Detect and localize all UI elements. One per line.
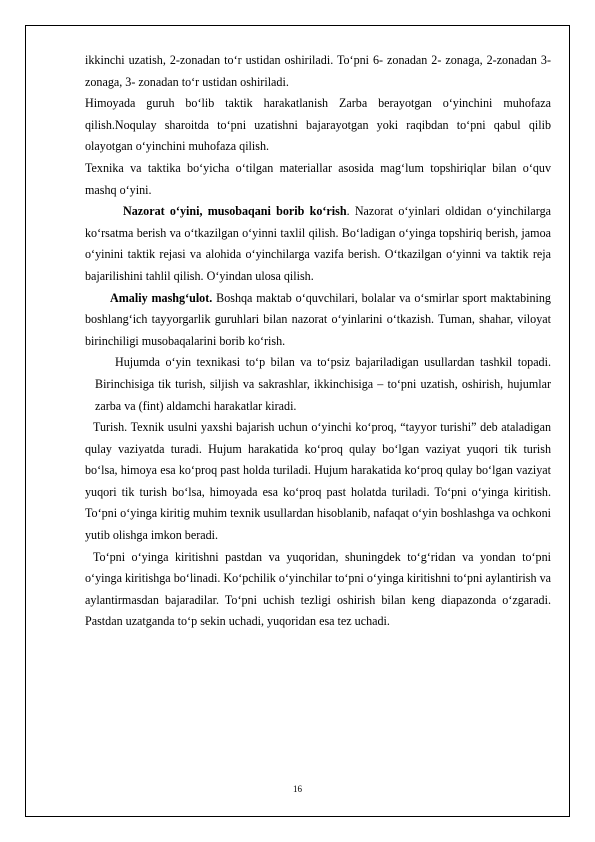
page-number: 16 <box>293 784 302 794</box>
heading-practical-lesson: Amaliy mashg‘ulot. <box>110 290 213 305</box>
paragraph-group-defense: Himoyada guruh bo‘lib taktik harakatlanish Zarba berayotgan o‘yinchini muhofaza qilish.Noqulay sharoitda to‘pni uzatishni bajarayotgan yoki raqibdan to‘pni qabul qilib olayotgan o‘yinchini muhofaza qilish. <box>85 96 551 154</box>
paragraph-zone-passes: ikkinchi uzatish, 2-zonadan to‘r ustidan oshiriladi. To‘pni 6- zonadan 2- zonaga, 2-zonadan 3- zonaga, 3- zonadan to‘r ustidan oshiriladi. <box>85 53 551 89</box>
paragraph-control-game <box>85 201 551 287</box>
heading-control-game: Nazorat o‘yini, musobaqani borib ko‘rish <box>123 204 347 219</box>
document-body <box>85 50 551 633</box>
paragraph-practical-lesson <box>85 288 551 353</box>
paragraph-serve: To‘pni o‘yinga kiritishni pastdan va yuqoridan, shuningdek to‘g‘ridan va yondan to‘pni o‘yinga kiritishga bo‘linadi. Ko‘pchilik o‘yinchilar to‘pni o‘yinga kiritishni to‘pni aylantirish va aylantirmasdan bajaradilar. To‘pni uchish tezligi oshirish bilan keng diapazonda o‘zgaradi. Pastdan uzatganda to‘p sekin uchadi, yuqoridan esa tez uchadi. <box>85 549 551 629</box>
paragraph-attack-technique: Hujumda o‘yin texnikasi to‘p bilan va to‘psiz bajariladigan usullardan tashkil topadi. Birinchisiga tik turish, siljish va sakrashlar, ikkinchisiga – to‘pni uzatish, oshirish, hujumlar zarba va (fint) aldamchi harakatlar kiradi. <box>95 355 551 413</box>
control-game-text: . Nazorat o‘yinlari oldidan o‘yinchilarga ko‘rsatma berish va o‘tkazilgan o‘yinni taxlil qilish. Bo‘ladigan o‘yinga topshiriq berish, jamoa o‘yinini taktik rejasi va alohida o‘yinchilarga vazifa berish. O‘tkazilgan o‘yinni va taktik reja bajarilishini tahlil qilish. O‘yindan ulosa qilish. <box>85 204 551 283</box>
paragraph-stance: Turish. Texnik usulni yaxshi bajarish uchun o‘yinchi ko‘proq, “tayyor turishi” deb ataladigan qulay vaziyatda turadi. Hujum harakatida ko‘proq qulay bo‘lgan vaziyat yuqori tik turish bo‘lsa, himoya esa ko‘proq past holda turiladi. Hujum harakatida ko‘proq qulay bo‘lgan vaziyat yuqori tik turish bo‘lsa, himoyada esa ko‘proq past holatda turiladi. To‘pni o‘yinga kiritish. To‘pni o‘yinga kiritig muhim texnik usullardan hisoblanib, nafaqat o‘yin boshlashga va ochkoni yutib olishga imkon beradi. <box>85 420 551 543</box>
practical-lesson-text: Boshqa maktab o‘quvchilari, bolalar va o‘smirlar sport maktabining boshlang‘ich tayyorgarlik guruhlari bilan nazorat o‘yinlarini o‘tkazish. Tuman, shahar, viloyat birinchiligi musobaqalarini borib ko‘rish. <box>85 290 551 348</box>
paragraph-training-game: Texnika va taktika bo‘yicha o‘tilgan materiallar asosida mag‘lum topshiriqlar bilan o‘quv mashq o‘yini. <box>85 160 551 197</box>
